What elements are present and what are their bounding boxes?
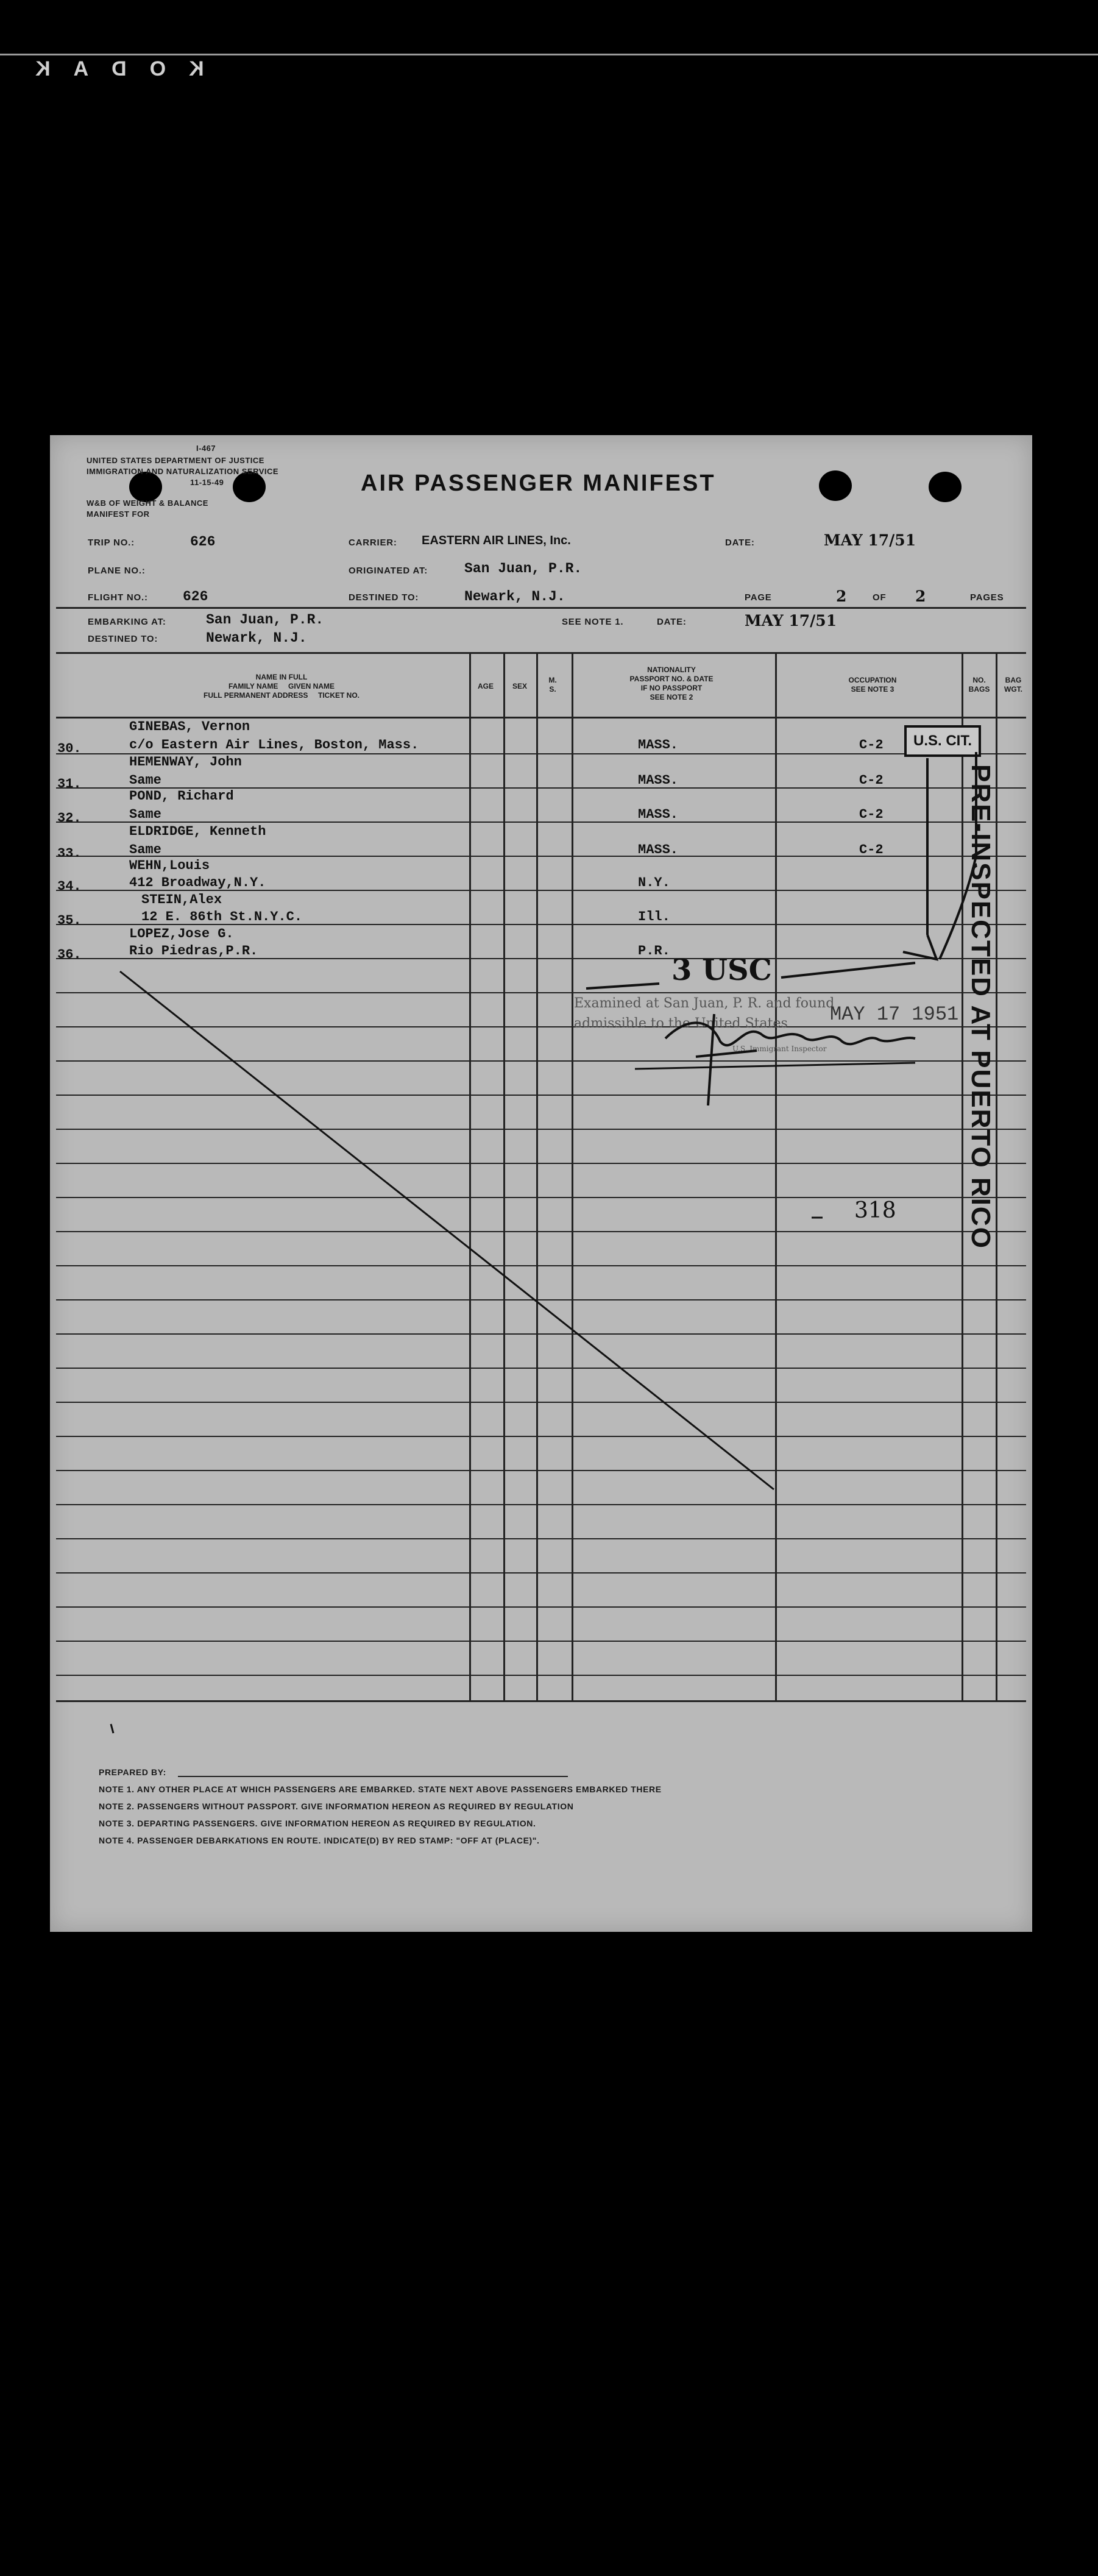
- pages-label: PAGES: [970, 592, 1004, 603]
- see-note1: SEE NOTE 1.: [562, 617, 624, 627]
- originated: San Juan, P.R.: [464, 561, 583, 577]
- passenger-address: 12 E. 86th St.N.Y.C.: [141, 909, 303, 924]
- passenger-address: Same: [129, 773, 161, 788]
- passenger-nationality: P.R.: [638, 943, 670, 959]
- row-number: 33.: [57, 846, 82, 861]
- date-label: DATE:: [725, 538, 755, 548]
- note-1: NOTE 1. ANY OTHER PLACE AT WHICH PASSENGERS ARE EMBARKED. STATE NEXT ABOVE PASSENGERS EMBARKED THERE: [99, 1784, 662, 1794]
- passenger-address: c/o Eastern Air Lines, Boston, Mass.: [129, 737, 419, 753]
- passenger-address: 412 Broadway,N.Y.: [129, 875, 266, 890]
- of-value: 2: [915, 587, 926, 605]
- passenger-name: WEHN,Louis: [129, 858, 210, 873]
- prepared-by: PREPARED BY:: [99, 1767, 166, 1777]
- us-cit-stamp: U.S. CIT.: [904, 725, 981, 757]
- cancel-line: [120, 971, 774, 1489]
- row-number: 32.: [57, 811, 82, 826]
- note-4: NOTE 4. PASSENGER DEBARKATIONS EN ROUTE. INDICATE(D) BY RED STAMP: "OFF AT (PLACE)".: [99, 1836, 540, 1845]
- passenger-name: HEMENWAY, John: [129, 754, 242, 770]
- row-number: 35.: [57, 913, 82, 928]
- pen-marks: [50, 435, 1032, 1932]
- passenger-name: LOPEZ,Jose G.: [129, 926, 234, 942]
- destined2: Newark, N.J.: [206, 630, 307, 646]
- col-name: NAME IN FULL FAMILY NAME GIVEN NAME FULL PERMANENT ADDRESS TICKET NO.: [203, 673, 360, 700]
- destined2-label: DESTINED TO:: [88, 634, 158, 644]
- inspector-title: U.S. Immigrant Inspector: [732, 1045, 827, 1053]
- agency-line1: UNITED STATES DEPARTMENT OF JUSTICE: [87, 456, 264, 465]
- col-occupation: OCCUPATION SEE NOTE 3: [848, 676, 897, 694]
- date2-label: DATE:: [657, 617, 687, 627]
- form-number: I-467: [196, 444, 216, 453]
- pen-dash: [586, 984, 659, 988]
- film-edge: [0, 50, 1098, 80]
- signature-underline: [635, 1063, 915, 1069]
- brace-mark: [927, 752, 976, 959]
- pen-dash: [781, 963, 915, 978]
- passenger-occupation: C-2: [859, 737, 884, 753]
- passenger-address: Rio Piedras,P.R.: [129, 943, 258, 959]
- examined-line1: Examined at San Juan, P. R. and found: [574, 996, 835, 1011]
- note-2: NOTE 2. PASSENGERS WITHOUT PASSPORT. GIVE INFORMATION HEREON AS REQUIRED BY REGULATION: [99, 1801, 574, 1811]
- passenger-name: STEIN,Alex: [141, 892, 222, 907]
- count-number: 318: [854, 1198, 896, 1223]
- passenger-occupation: C-2: [859, 807, 884, 822]
- destined-label: DESTINED TO:: [349, 592, 419, 603]
- prepared-by-line: [178, 1776, 568, 1777]
- col-sex: SEX: [512, 682, 527, 690]
- passenger-nationality: N.Y.: [638, 875, 670, 890]
- row-number: 31.: [57, 776, 82, 792]
- form-date: 11-15-49: [190, 478, 224, 487]
- film-edge-text: KODAK: [12, 57, 204, 80]
- flight-no-label: FLIGHT NO.:: [88, 592, 148, 603]
- row-number: 36.: [57, 947, 82, 962]
- passenger-name: GINEBAS, Vernon: [129, 719, 250, 734]
- note-3: NOTE 3. DEPARTING PASSENGERS. GIVE INFORMATION HEREON AS REQUIRED BY REGULATION.: [99, 1818, 536, 1828]
- passenger-nationality: MASS.: [638, 842, 679, 857]
- passenger-nationality: MASS.: [638, 773, 679, 788]
- agency-line2: IMMIGRATION AND NATURALIZATION SERVICE: [87, 467, 279, 476]
- carrier: EASTERN AIR LINES, Inc.: [422, 534, 571, 547]
- passenger-occupation: C-2: [859, 773, 884, 788]
- pre-inspected-stamp: PRE-INSPECTED AT PUERTO RICO: [966, 764, 996, 1249]
- inspector-signature: [665, 1023, 915, 1045]
- col-bags: NO. BAGS: [968, 676, 990, 694]
- passenger-nationality: MASS.: [638, 737, 679, 753]
- form-title: AIR PASSENGER MANIFEST: [361, 470, 716, 496]
- weight-balance: W&B OF WEIGHT & BALANCE: [87, 499, 208, 508]
- signature-flourish: [696, 1014, 757, 1105]
- passenger-address: Same: [129, 807, 161, 822]
- col-bag-wgt: BAG WGT.: [1004, 676, 1022, 694]
- date2-value: MAY 17/51: [745, 612, 837, 630]
- of-label: OF: [873, 592, 887, 603]
- destined: Newark, N.J.: [464, 589, 565, 605]
- col-age: AGE: [477, 682, 494, 690]
- embarking: San Juan, P.R.: [206, 612, 324, 628]
- row-number: 34.: [57, 879, 82, 894]
- pen-tick: [111, 1724, 113, 1733]
- examined-date: MAY 17 1951: [830, 1003, 959, 1026]
- passenger-address: Same: [129, 842, 161, 857]
- arrow-mark: [903, 935, 937, 959]
- passenger-name: ELDRIDGE, Kenneth: [129, 824, 266, 839]
- passenger-nationality: Ill.: [638, 909, 670, 924]
- film-edge-strip: [0, 54, 1098, 55]
- embarking-label: EMBARKING AT:: [88, 617, 166, 627]
- passenger-nationality: MASS.: [638, 807, 679, 822]
- handwritten-code: 3 USC: [671, 953, 772, 987]
- page-label: PAGE: [745, 592, 772, 603]
- examined-line2: admissible to the United States: [574, 1016, 788, 1031]
- trip-no: 626: [190, 534, 216, 550]
- manifest-sheet: [50, 435, 1032, 1932]
- originated-label: ORIGINATED AT:: [349, 566, 428, 576]
- manifest-for: MANIFEST FOR: [87, 509, 150, 519]
- carrier-label: CARRIER:: [349, 538, 397, 548]
- col-ms: M. S.: [548, 676, 557, 694]
- flight-no: 626: [183, 589, 208, 605]
- page-value: 2: [836, 587, 847, 605]
- date-value: MAY 17/51: [824, 531, 916, 549]
- plane-no-label: PLANE NO.:: [88, 566, 146, 576]
- row-number: 30.: [57, 741, 82, 756]
- passenger-occupation: C-2: [859, 842, 884, 857]
- trip-no-label: TRIP NO.:: [88, 538, 135, 548]
- passenger-name: POND, Richard: [129, 789, 234, 804]
- col-nationality: NATIONALITY PASSPORT NO. & DATE IF NO PASSPORT SEE NOTE 2: [629, 665, 714, 701]
